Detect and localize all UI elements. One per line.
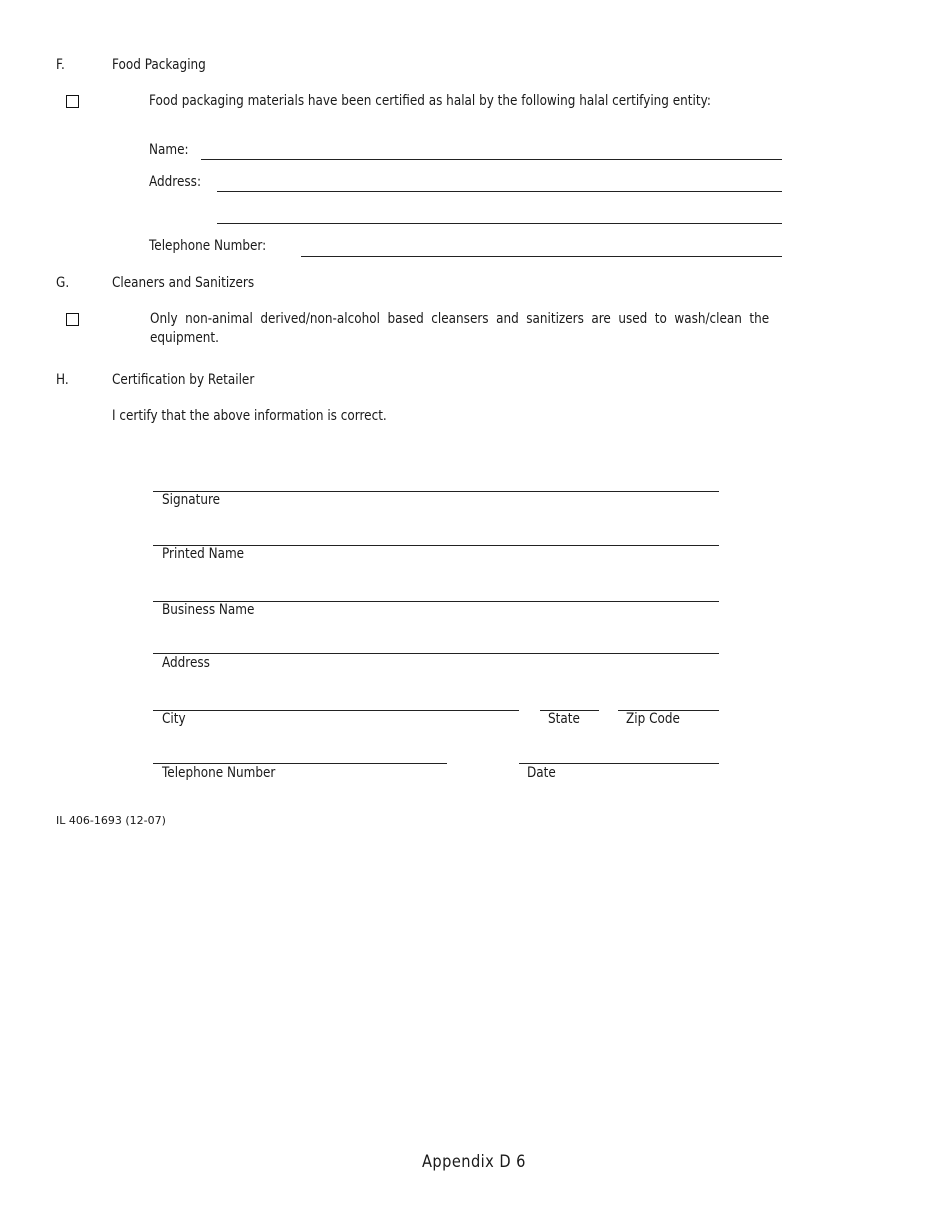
certifier-name-label: Name:	[149, 142, 189, 158]
certifier-telephone-label: Telephone Number:	[149, 238, 267, 254]
telephone-number-label: Telephone Number	[162, 765, 276, 781]
signature-field[interactable]	[153, 491, 719, 492]
zip-code-label: Zip Code	[626, 711, 680, 727]
page-footer: Appendix D 6	[422, 1152, 526, 1172]
certifier-name-field[interactable]	[201, 159, 782, 160]
section-g-title: Cleaners and Sanitizers	[112, 275, 255, 291]
cleaners-checkbox[interactable]	[66, 313, 79, 326]
certifier-telephone-field[interactable]	[301, 256, 782, 257]
certifier-address-field-2[interactable]	[217, 223, 782, 224]
section-h-letter: H.	[56, 372, 69, 388]
food-packaging-statement: Food packaging materials have been certified as halal by the following halal certifying entity:	[149, 93, 711, 109]
section-f-title: Food Packaging	[112, 57, 206, 73]
certifier-address-label: Address:	[149, 174, 202, 190]
section-g-letter: G.	[56, 275, 70, 291]
section-f-letter: F.	[56, 57, 65, 73]
form-number: IL 406-1693 (12-07)	[56, 814, 166, 827]
state-label: State	[548, 711, 580, 727]
signature-label: Signature	[162, 492, 221, 508]
certification-statement: I certify that the above information is correct.	[112, 408, 387, 424]
date-label: Date	[527, 765, 556, 781]
section-h-title: Certification by Retailer	[112, 372, 255, 388]
address-label: Address	[162, 655, 210, 671]
address-field[interactable]	[153, 653, 719, 654]
certifier-address-field-1[interactable]	[217, 191, 782, 192]
cleaners-statement: Only non-animal derived/non-alcohol based cleansers and sanitizers are used to wash/clean the equipment.	[150, 311, 770, 346]
printed-name-label: Printed Name	[162, 546, 245, 562]
business-name-label: Business Name	[162, 602, 255, 618]
food-packaging-checkbox[interactable]	[66, 95, 79, 108]
city-field[interactable]	[153, 710, 519, 711]
city-label: City	[162, 711, 186, 727]
